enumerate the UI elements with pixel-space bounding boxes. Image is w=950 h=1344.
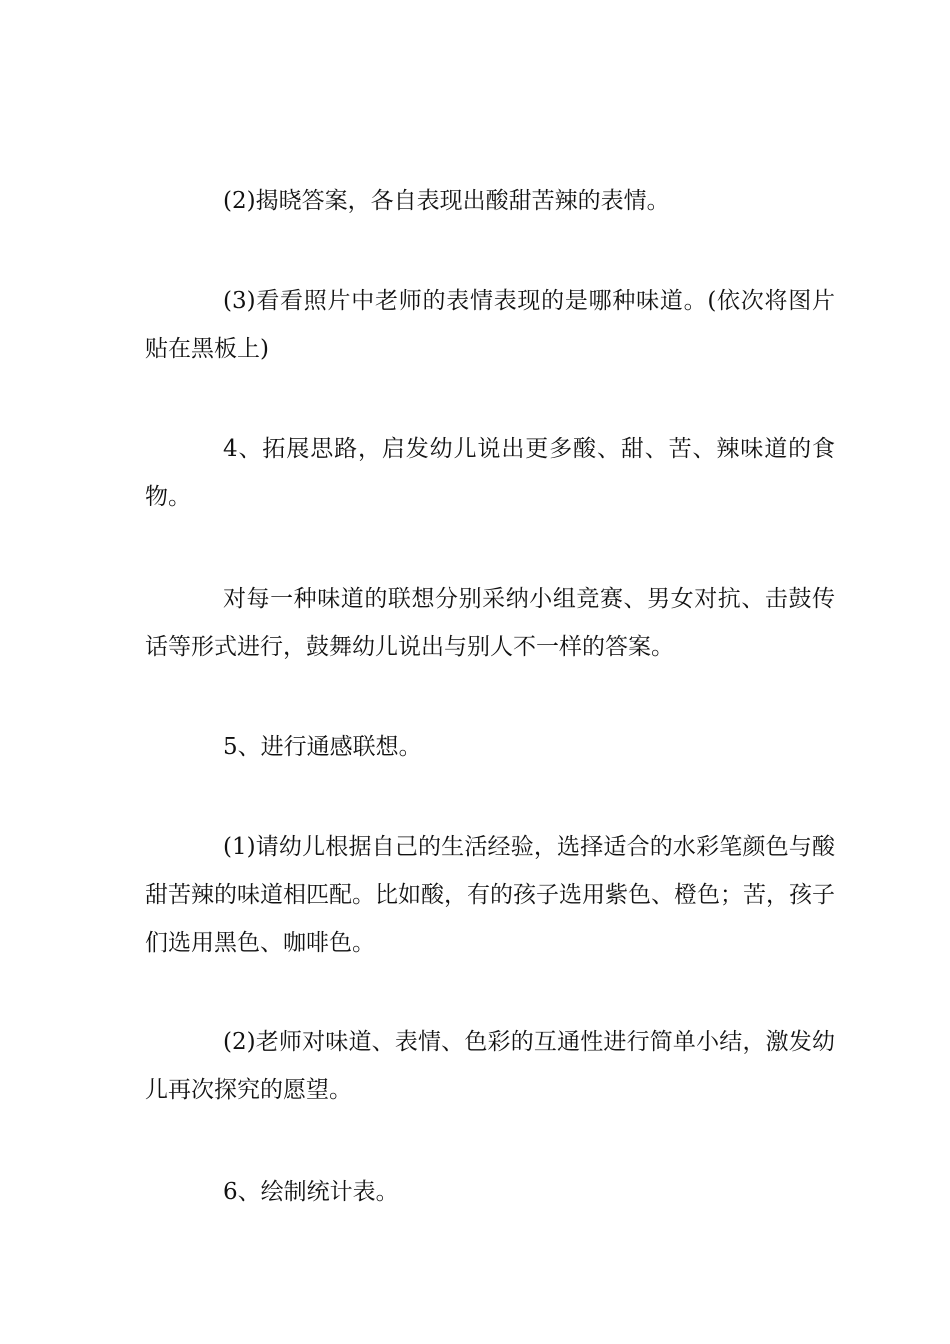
paragraph-step-4-expand-thinking: 4、拓展思路，启发幼儿说出更多酸、甜、苦、辣味道的食物。 <box>145 436 835 510</box>
paragraph-group-competition: 对每一种味道的联想分别采纳小组竞赛、男女对抗、击鼓传话等形式进行，鼓舞幼儿说出与别人不一样的答案。 <box>145 586 835 660</box>
paragraph-step-5-synesthesia: 5、进行通感联想。 <box>223 734 422 760</box>
paragraph-teacher-photo-expression: (3)看看照片中老师的表情表现的是哪种味道。(依次将图片贴在黑板上) <box>145 288 835 362</box>
paragraph-color-matching: (1)请幼儿根据自己的生活经验，选择适合的水彩笔颜色与酸甜苦辣的味道相匹配。比如酸，有的孩子选用紫色、橙色；苦，孩子们选用黑色、咖啡色。 <box>145 834 835 956</box>
paragraph-reveal-answer: (2)揭晓答案，各自表现出酸甜苦辣的表情。 <box>223 188 670 214</box>
paragraph-step-6-statistics-table: 6、绘制统计表。 <box>223 1179 399 1205</box>
paragraph-teacher-summary: (2)老师对味道、表情、色彩的互通性进行简单小结，激发幼儿再次探究的愿望。 <box>145 1029 835 1103</box>
